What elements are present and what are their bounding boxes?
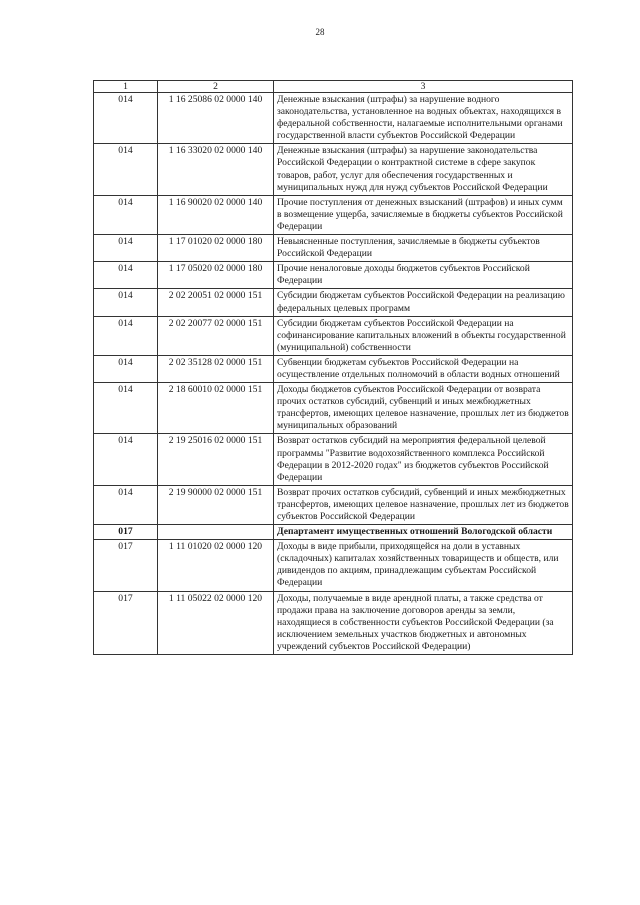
revenue-code-cell: 1 17 05020 02 0000 180 [158,262,274,289]
revenue-name-cell: Субвенции бюджетам субъектов Российской Федерации на осуществление отдельных полномочий в области водных отношений [274,355,573,382]
admin-code-cell: 014 [94,485,158,524]
revenue-code-cell: 1 17 01020 02 0000 180 [158,235,274,262]
revenue-code-cell: 1 11 05022 02 0000 120 [158,591,274,654]
table-row [94,316,573,355]
table-row [94,144,573,195]
column-header-3: 3 [274,81,573,93]
revenue-code-cell [158,525,274,540]
revenue-code-cell: 2 02 20051 02 0000 151 [158,289,274,316]
column-header-1: 1 [94,81,158,93]
revenue-name-cell: Прочие неналоговые доходы бюджетов субъектов Российской Федерации [274,262,573,289]
admin-code-cell: 014 [94,289,158,316]
admin-code-cell: 017 [94,540,158,591]
revenue-code-cell: 2 02 35128 02 0000 151 [158,355,274,382]
revenue-code-cell: 2 02 20077 02 0000 151 [158,316,274,355]
revenue-name-cell: Доходы бюджетов субъектов Российской Федерации от возврата прочих остатков субсидий, субвенций и иных межбюджетных трансфертов, имеющих целевое назначение, прошлых лет из бюджетов муниципальных образований [274,383,573,434]
table-row [94,262,573,289]
admin-code-cell: 014 [94,262,158,289]
column-header-2: 2 [158,81,274,93]
revenue-code-cell: 2 18 60010 02 0000 151 [158,383,274,434]
page-number: 28 [315,27,325,37]
table-row [94,195,573,234]
table-header-row [94,81,573,93]
revenue-name-cell: Субсидии бюджетам субъектов Российской Федерации на реализацию федеральных целевых программ [274,289,573,316]
revenue-name-cell: Департамент имущественных отношений Вологодской области [274,525,573,540]
revenue-code-cell: 1 11 01020 02 0000 120 [158,540,274,591]
revenue-name-cell: Прочие поступления от денежных взысканий (штрафов) и иных сумм в возмещение ущерба, зачисляемые в бюджеты субъектов Российской Федерации [274,195,573,234]
revenue-name-cell: Доходы, получаемые в виде арендной платы, а также средства от продажи права на заключение договоров аренды за земли, находящиеся в собственности субъектов Российской Федерации (за исключением земельных участков бюджетных и автономных учреждений субъектов Российской Федерации) [274,591,573,654]
admin-code-cell: 014 [94,235,158,262]
admin-code-cell: 017 [94,591,158,654]
admin-code-cell: 014 [94,355,158,382]
table-row [94,485,573,524]
revenue-code-cell: 1 16 90020 02 0000 140 [158,195,274,234]
revenue-name-cell: Доходы в виде прибыли, приходящейся на доли в уставных (складочных) капиталах хозяйственных товариществ и обществ, или дивидендов по акциям, принадлежащим субъектам Российской Федерации [274,540,573,591]
revenue-name-cell: Денежные взыскания (штрафы) за нарушение водного законодательства, установленное на водных объектах, находящихся в федеральной собственности, налагаемые исполнительными органами государственной власти субъектов Российской Федерации [274,93,573,144]
admin-code-cell: 014 [94,383,158,434]
admin-code-cell: 014 [94,93,158,144]
table-body [94,93,573,655]
admin-code-cell: 017 [94,525,158,540]
revenue-name-cell: Денежные взыскания (штрафы) за нарушение законодательства Российской Федерации о контрактной системе в сфере закупок товаров, работ, услуг для обеспечения государственных и муниципальных нужд для нужд субъектов Российской Федерации [274,144,573,195]
revenue-code-cell: 1 16 33020 02 0000 140 [158,144,274,195]
revenue-name-cell: Субсидии бюджетам субъектов Российской Федерации на софинансирование капитальных вложений в объекты государственной (муниципальной) собственности [274,316,573,355]
revenue-code-cell: 1 16 25086 02 0000 140 [158,93,274,144]
table-row [94,235,573,262]
revenue-code-cell: 2 19 90000 02 0000 151 [158,485,274,524]
table-row [94,355,573,382]
revenue-code-table [93,80,573,655]
table-row [94,383,573,434]
admin-code-cell: 014 [94,144,158,195]
revenue-code-cell: 2 19 25016 02 0000 151 [158,434,274,485]
admin-code-cell: 014 [94,316,158,355]
admin-code-cell: 014 [94,195,158,234]
table-row [94,289,573,316]
revenue-name-cell: Невыясненные поступления, зачисляемые в бюджеты субъектов Российской Федерации [274,235,573,262]
table-row [94,591,573,654]
table-row [94,540,573,591]
revenue-name-cell: Возврат прочих остатков субсидий, субвенций и иных межбюджетных трансфертов, имеющих целевое назначение, прошлых лет из бюджетов субъектов Российской Федерации [274,485,573,524]
table-row [94,434,573,485]
admin-code-cell: 014 [94,434,158,485]
table-row [94,525,573,540]
revenue-name-cell: Возврат остатков субсидий на мероприятия федеральной целевой программы "Развитие водохозяйственного комплекса Российской Федерации в 2012-2020 годах" из бюджетов субъектов Российской Федерации [274,434,573,485]
table-row [94,93,573,144]
